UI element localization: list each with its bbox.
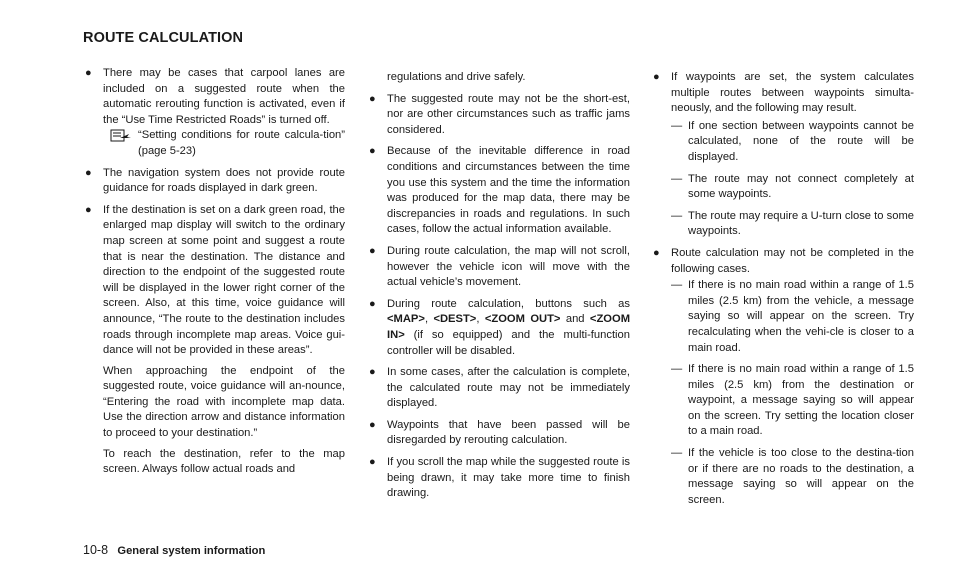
item-paragraph: When approaching the endpoint of the suggested route, voice guidance will an-nounce, “Entering the road with incomplete map data. Use the direction arrow and distance information to proceed to your destination.”	[103, 364, 345, 440]
bullet-icon: ●	[369, 456, 376, 469]
list-item	[366, 418, 630, 449]
sub-item-text: If there is no main road within a range of 1.5 miles (2.5 km) from the vehicle, a message saying so will appear on the screen. Try recalculating when the vehi-cle is closer to a main road.	[688, 279, 914, 354]
bullet-icon: ●	[369, 297, 376, 310]
sub-item	[671, 119, 914, 166]
bullet-icon: ●	[369, 366, 376, 379]
sub-item-text: If there is no main road within a range of 1.5 miles (2.5 km) from the destination or waypoint, a message saying so will appear on the screen. Try setting the location closer to a main road.	[688, 363, 914, 438]
sub-item-text: If one section between waypoints cannot be calculated, none of the route will be displayed.	[688, 119, 914, 163]
item-text: During route calculation, the map will not scroll, however the vehicle icon will move with the actual vehicle’s movement.	[387, 244, 630, 289]
dest-button-label: <DEST>	[433, 313, 477, 326]
dash-icon: —	[671, 363, 683, 376]
bullet-icon: ●	[369, 92, 376, 105]
bullet-icon: ●	[85, 203, 92, 216]
item-paragraph: To reach the destination, refer to the map screen. Always follow actual roads and	[103, 447, 345, 476]
section-heading: ROUTE CALCULATION	[83, 30, 244, 46]
dash-icon: —	[671, 209, 683, 222]
item-text: Because of the inevitable difference in road conditions and circumstances between the time you use this system and the time the information was produced for the map data, there may be discrepancies in roads and regulations. In such cases, follow the actual information available.	[387, 145, 630, 236]
bullet-icon: ●	[85, 67, 92, 79]
item-text: If you scroll the map while the suggested route is being drawn, it may take more time to finish drawing.	[387, 456, 630, 500]
bullet-icon: ●	[369, 244, 376, 257]
zoom-in-button-label: <ZOOM IN>	[387, 313, 631, 341]
item-text: Route calculation may not be completed in the following cases.	[671, 246, 914, 275]
list-item	[366, 455, 630, 502]
item-text: The navigation system does not provide route guidance for roads displayed in dark green.	[103, 166, 345, 195]
continued-text: regulations and drive safely.	[387, 71, 526, 83]
sub-item-text: The route may not connect completely at some waypoints.	[688, 172, 914, 201]
list-item	[82, 166, 345, 197]
page-footer	[83, 543, 265, 557]
column-3	[650, 70, 914, 514]
bullet-icon: ●	[369, 145, 376, 158]
bullet-icon: ●	[369, 418, 376, 431]
sub-item	[671, 278, 914, 356]
page-reference-icon	[110, 129, 132, 144]
sub-item-text: The route may require a U-turn close to some waypoints.	[688, 209, 914, 238]
map-button-label: <MAP>	[387, 313, 425, 326]
list-item	[366, 92, 630, 139]
bullet-icon: ●	[653, 246, 660, 259]
item-text: If the destination is set on a dark green road, the enlarged map display will switch to the ordinary map screen at some point and suggest a route that is near the destination. The distance and direction to the endpoint of the suggested route will be displayed in the lower right corner of the screen. Also, at this time, voice guidance will announce, “The route to the destination includes roads through incomplete map areas. Voice gui-dance will not be provided in these areas”.	[103, 203, 345, 357]
list-item	[366, 297, 630, 359]
chapter-title: General system information	[117, 545, 266, 557]
dash-icon: —	[671, 119, 683, 132]
item-text: There may be cases that carpool lanes are included on a suggested route when the automatic rerouting function is activated, even if the “Use Time Restricted Roads” is turned off.	[103, 67, 345, 126]
list-item	[366, 244, 630, 291]
column-1	[82, 66, 345, 478]
dash-icon: —	[671, 447, 683, 460]
sub-item	[671, 209, 914, 240]
item-text: In some cases, after the calculation is complete, the calculated route may not be immediately displayed.	[387, 366, 630, 410]
sub-item	[671, 446, 914, 508]
item-text: The suggested route may not be the short-est, nor are other circumstances such as traffic jams considered.	[387, 92, 630, 136]
column-2	[366, 70, 630, 508]
zoom-out-button-label: <ZOOM OUT>	[484, 313, 561, 326]
reference-text: “Setting conditions for route calcula-tion” (page 5-23)	[138, 129, 345, 157]
list-item	[650, 246, 914, 509]
dash-icon: —	[671, 279, 683, 292]
item-text: If waypoints are set, the system calculates multiple routes between waypoints simulta-neously, and the following may result.	[671, 71, 914, 115]
dash-icon: —	[671, 172, 683, 185]
list-item	[366, 365, 630, 412]
list-item	[82, 66, 345, 160]
sub-item	[671, 362, 914, 440]
page-reference[interactable]	[110, 128, 345, 159]
page-number: 10-8	[83, 543, 109, 557]
list-item	[650, 70, 914, 240]
sub-item-text: If the vehicle is too close to the destina-tion or if there are no roads to the destination, a message saying so will appear on the screen.	[688, 447, 914, 506]
item-text: During route calculation, buttons such as <MAP>, <DEST>, <ZOOM OUT> and <ZOOM IN> (if so equipped) and the multi-function controller will be disabled.	[387, 297, 631, 357]
list-item	[82, 203, 345, 478]
item-text: Waypoints that have been passed will be disregarded by rerouting calculation.	[387, 418, 630, 447]
bullet-icon: ●	[653, 71, 660, 83]
sub-item	[671, 172, 914, 203]
list-item	[366, 144, 630, 238]
bullet-icon: ●	[85, 166, 92, 179]
